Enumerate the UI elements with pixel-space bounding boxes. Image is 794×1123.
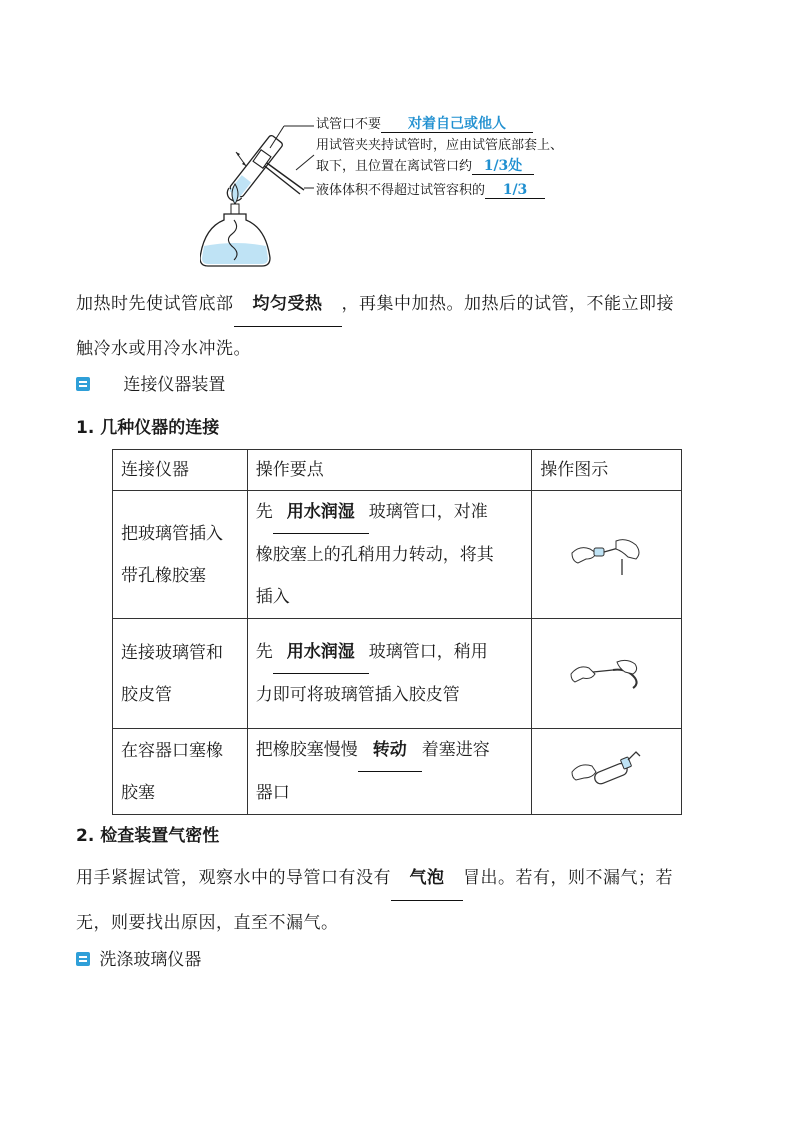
table-cell-device (113, 619, 248, 729)
table-header: 操作要点 (247, 450, 532, 491)
annotation-tube-mouth (316, 116, 533, 133)
table-cell-illustration (532, 491, 682, 619)
cell-line: 在容器口塞橡 (121, 740, 223, 761)
annotation-holder-line1: 用试管夹夹持试管时，应由试管底部套上、 (316, 138, 564, 153)
answer-blank: 均匀受热 (234, 282, 342, 327)
answer-blank: 1/3处 (472, 158, 534, 175)
table-cell-points (247, 729, 532, 815)
answer-blank: 气泡 (391, 856, 463, 901)
list-icon (76, 377, 90, 391)
section-heading-connect (76, 373, 225, 397)
hands-connecting-hose-icon (569, 654, 645, 694)
table-cell-device (113, 491, 248, 619)
cell-line: 带孔橡胶塞 (121, 565, 206, 586)
airtightness-paragraph (76, 856, 726, 945)
annotation-text: 取下，且位置在离试管口约 (316, 159, 473, 174)
cell-line (256, 729, 524, 772)
answer-blank: 用水润湿 (273, 491, 369, 534)
text: 冒出。若有，则不漏气；若 (463, 868, 673, 888)
annotation-holder-line2 (316, 158, 534, 175)
list-icon (76, 952, 90, 966)
cell-line: 橡胶塞上的孔稍用力转动，将其 (255, 545, 494, 565)
paragraph-line: 无，则要找出原因，直至不漏气。 (76, 913, 339, 933)
paragraph-line (76, 282, 726, 327)
text: 先 (255, 502, 273, 522)
heating-test-tube-figure (200, 108, 600, 270)
section-title: 洗涤玻璃仪器 (99, 950, 202, 970)
answer-blank: 1/3 (485, 182, 545, 199)
heating-paragraph (76, 282, 726, 371)
hand-plugging-stopper-icon (570, 748, 644, 796)
cell-line (256, 631, 524, 674)
table-cell-points (247, 619, 532, 729)
subheading-connections: 1. 几种仪器的连接 (76, 418, 220, 438)
cell-line (256, 491, 524, 534)
annotation-text: 试管口不要 (316, 117, 382, 132)
cell-line: 把玻璃管插入 (121, 523, 223, 544)
table-row (113, 491, 682, 619)
operations-table (112, 449, 682, 815)
hands-inserting-tube-icon (570, 531, 644, 579)
text: 玻璃管口，稍用 (368, 642, 488, 662)
paragraph-line: 触冷水或用冷水冲洗。 (76, 339, 251, 359)
cell-line: 连接玻璃管和 (121, 642, 223, 663)
cell-line: 胶塞 (121, 782, 155, 803)
table-cell-illustration (532, 729, 682, 815)
annotation-liquid-volume (316, 182, 545, 199)
text: 着塞进容 (421, 740, 490, 760)
section-title: 连接仪器装置 (123, 375, 226, 395)
subheading-airtightness: 2. 检查装置气密性 (76, 826, 220, 846)
test-tube-holder (253, 150, 304, 194)
answer-blank: 对着自己或他人 (381, 116, 533, 133)
text: ，再集中加热。加热后的试管，不能立即接 (341, 294, 674, 314)
cell-line: 力即可将玻璃管插入胶皮管 (255, 685, 460, 705)
text: 用手紧握试管，观察水中的导管口有没有 (76, 868, 391, 888)
table-cell-points (247, 491, 532, 619)
cell-line: 插入 (255, 587, 290, 607)
cell-line: 器口 (255, 783, 290, 803)
annotation-text: 液体体积不得超过试管容积的 (316, 183, 486, 198)
table-row (113, 619, 682, 729)
answer-blank: 转动 (358, 729, 422, 772)
table-cell-device (113, 729, 248, 815)
table-row (113, 729, 682, 815)
section-heading-washing (76, 948, 201, 972)
text: 把橡胶塞慢慢 (255, 740, 358, 760)
paragraph-line (76, 856, 726, 901)
table-header-row (113, 450, 682, 491)
text: 玻璃管口，对准 (368, 502, 488, 522)
table-header: 连接仪器 (113, 450, 248, 491)
text: 先 (255, 642, 273, 662)
table-header: 操作图示 (532, 450, 682, 491)
answer-blank: 用水润湿 (273, 631, 369, 674)
text: 加热时先使试管底部 (76, 294, 234, 314)
cell-line: 胶皮管 (121, 684, 172, 705)
table-cell-illustration (532, 619, 682, 729)
